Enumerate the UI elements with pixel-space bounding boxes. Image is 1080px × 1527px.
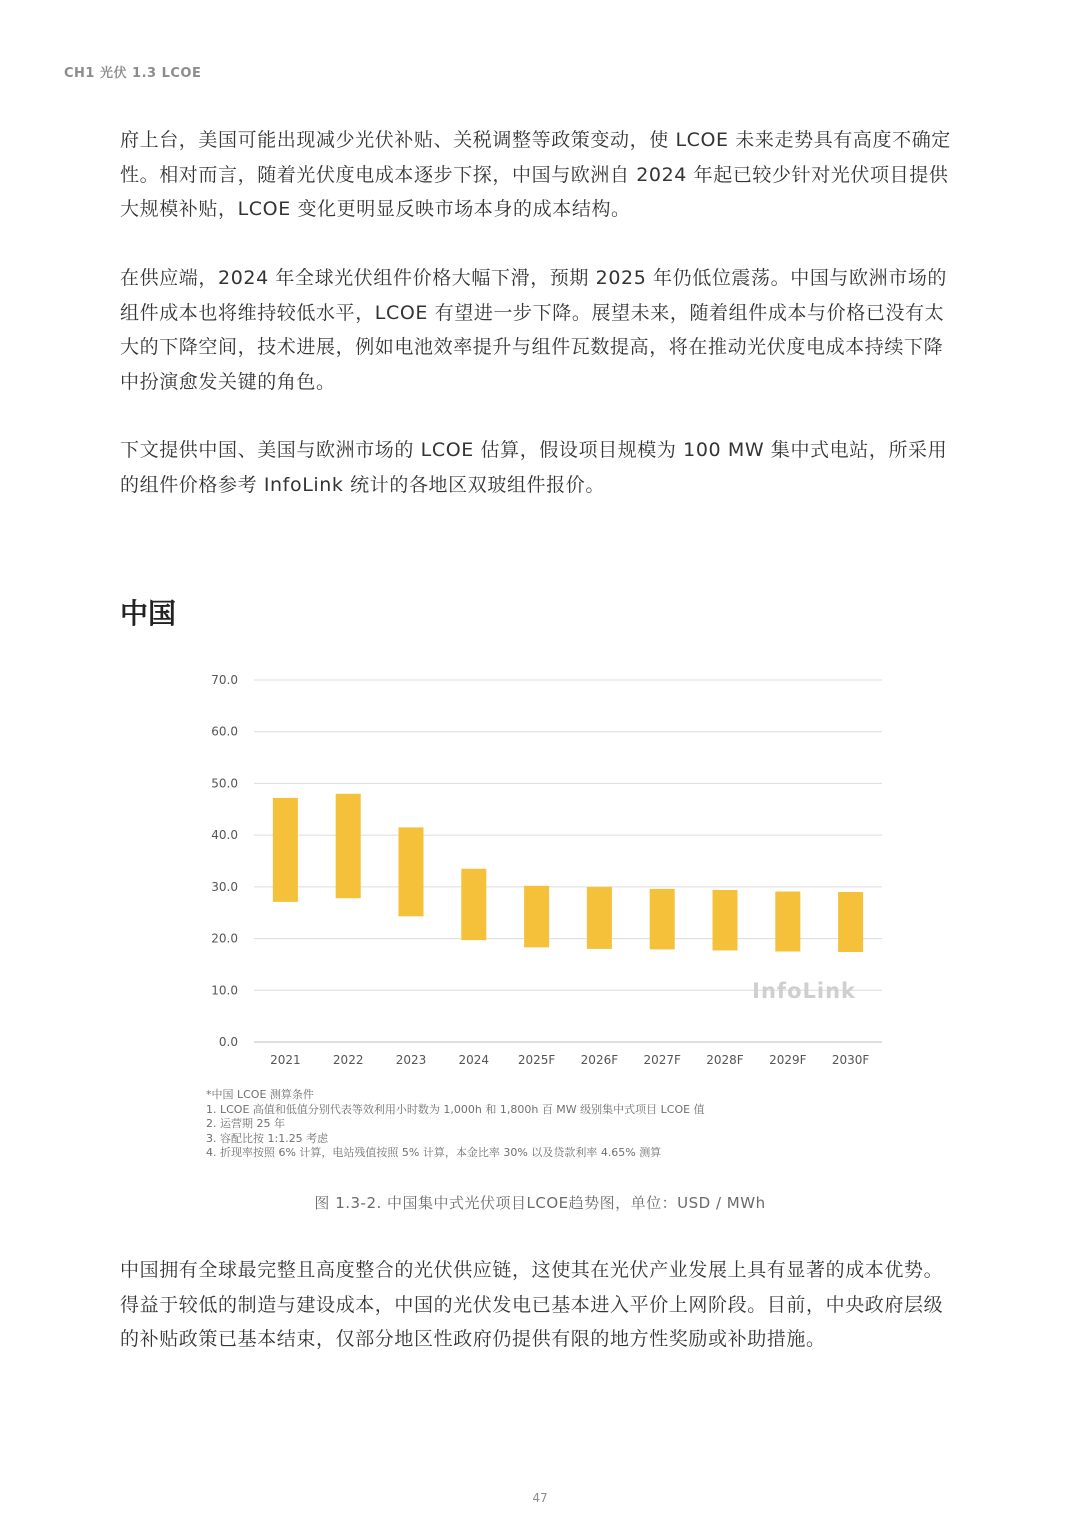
range-bar — [775, 892, 800, 952]
y-tick-label: 30.0 — [211, 879, 238, 894]
x-tick-label: 2024 — [458, 1053, 490, 1067]
paragraph-china-summary: 中国拥有全球最完整且高度整合的光伏供应链，这使其在光伏产业发展上具有显著的成本优势。得益于较低的制造与建设成本，中国的光伏发电已基本进入平价上网阶段。目前，中央政府层级的补贴政策已基本结束，仅部分地区性政府仍提供有限的地方性奖励或补助措施。 — [120, 1259, 944, 1350]
x-tick-label: 2028F — [706, 1053, 744, 1067]
x-tick-label: 2026F — [580, 1053, 619, 1067]
note-4: 4. 折现率按照 6% 计算，电站残值按照 5% 计算，本金比率 30% 以及贷款利率 4.65% 测算 — [206, 1146, 662, 1160]
x-tick-label: 2030F — [831, 1053, 870, 1067]
paragraph-policy: 府上台，美国可能出现减少光伏补贴、关税调整等政策变动，使 LCOE 未来走势具有高度不确定性。相对而言，随着光伏度电成本逐步下探，中国与欧洲自 2024 年起已较少针对光伏项目提供大规模补贴，LCOE 变化更明显反映市场本身的成本结构。 — [120, 129, 951, 220]
chapter-header: CH1 光伏 1.3 LCOE — [64, 66, 202, 81]
range-bar — [838, 892, 863, 952]
x-tick-label: 2022 — [332, 1053, 364, 1067]
note-title: *中国 LCOE 测算条件 — [206, 1088, 314, 1101]
range-bar — [461, 869, 486, 940]
range-bar — [713, 890, 738, 951]
note-2: 2. 运营期 25 年 — [206, 1117, 285, 1131]
y-tick-label: 20.0 — [211, 931, 238, 946]
range-bar — [399, 827, 424, 916]
infolink-watermark: InfoLink — [752, 979, 856, 1003]
section-title-china: 中国 — [120, 597, 177, 630]
chart-notes — [206, 1088, 705, 1161]
y-tick-label: 0.0 — [218, 1035, 238, 1049]
x-tick-label: 2027F — [643, 1053, 681, 1067]
y-tick-label: 10.0 — [211, 983, 238, 998]
range-bar — [587, 887, 612, 949]
x-tick-label: 2025F — [517, 1053, 556, 1067]
x-tick-label: 2023 — [395, 1053, 427, 1067]
note-3: 3. 容配比按 1:1.25 考虑 — [206, 1131, 329, 1145]
y-tick-label: 70.0 — [211, 673, 238, 687]
paragraph-method: 下文提供中国、美国与欧洲市场的 LCOE 估算，假设项目规模为 100 MW 集中式电站，所采用的组件价格参考 InfoLink 统计的各地区双玻组件报价。 — [120, 439, 948, 496]
y-tick-label: 40.0 — [211, 828, 238, 843]
x-tick-label: 2029F — [769, 1053, 807, 1067]
range-bar — [524, 886, 549, 948]
x-tick-label: 2021 — [270, 1053, 301, 1067]
range-bar — [336, 794, 361, 898]
note-1: 1. LCOE 高值和低值分别代表等效利用小时数为 1,000h 和 1,800h 百 MW 级别集中式项目 LCOE 值 — [206, 1102, 705, 1116]
range-bar — [650, 889, 675, 950]
paragraph-supply: 在供应端，2024 年全球光伏组件价格大幅下滑，预期 2025 年仍低位震荡。中国与欧洲市场的组件成本也将维持较低水平，LCOE 有望进一步下降。展望未来，随着组件成本与价格已没有太大的下降空间，技术进展，例如电池效率提升与组件瓦数提高，将在推动光伏度电成本持续下降中扮演愈发关键的角色。 — [120, 267, 948, 393]
page-number: 47 — [532, 1491, 548, 1505]
figure-caption: 图 1.3-2. 中国集中式光伏项目LCOE趋势图，单位：USD / MWh — [314, 1194, 766, 1212]
y-tick-label: 60.0 — [211, 724, 238, 739]
y-tick-label: 50.0 — [211, 776, 238, 791]
range-bar — [273, 798, 298, 902]
